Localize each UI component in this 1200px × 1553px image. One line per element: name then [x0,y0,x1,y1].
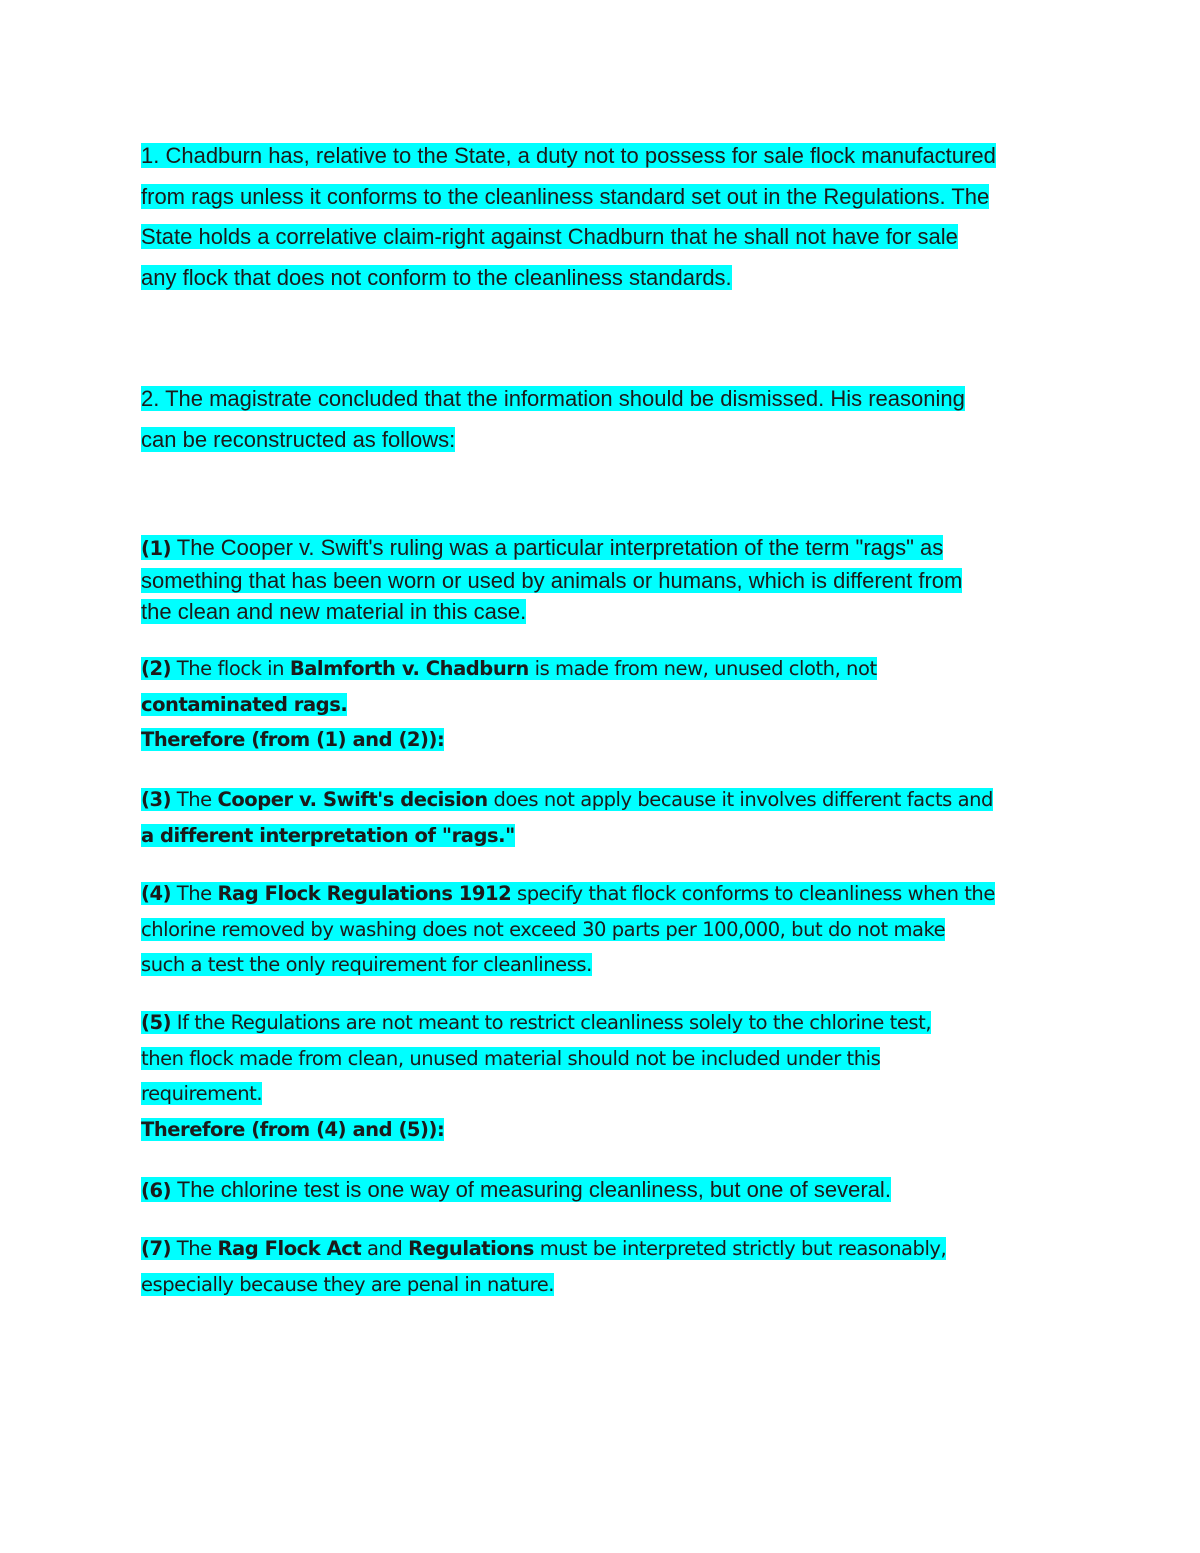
step-4-text-a: The [171,882,218,905]
step-5-number: (5) [141,1011,172,1034]
paragraph-1-line-4: any flock that does not conform to the cleanliness standards. [141,264,732,290]
step-7-regulations: Regulations [408,1237,534,1260]
therefore-2: Therefore (from (4) and (5)): [141,1117,445,1141]
step-2-number: (2) [141,657,172,680]
paragraph-2-line-2: can be reconstructed as follows: [141,426,456,452]
step-6-number: (6) [141,1179,172,1202]
step-2-text-a: The flock in [171,657,290,680]
paragraph-1-line-1: 1. Chadburn has, relative to the State, a duty not to possess for sale flock manufactured [141,143,996,168]
step-4-number-100: 100 [702,917,739,941]
therefore-1: Therefore (from (1) and (2)): [141,728,445,751]
paragraph-1-line-3: State holds a correlative claim-right against Chadburn that he shall not have for sale [141,224,958,249]
step-4-text-h: ,000, but do not make [738,917,946,941]
step-1 [141,532,1066,628]
step-1-line-1: The Cooper v. Swift's ruling was a particular interpretation of the term "rags" as [176,535,944,560]
paragraph-2-line-1: 2. The magistrate concluded that the information should be dismissed. His reasoning [141,386,965,411]
paragraph-1-line-2: from rags unless it conforms to the cleanliness standard set out in the Regulations. The [141,183,990,209]
step-5-line-3: requirement. [141,1082,263,1105]
step-3-number: (3) [141,788,172,811]
step-5 [141,1005,1066,1147]
step-4-number: (4) [141,882,172,905]
step-5-line-1: If the Regulations are not meant to restrict cleanliness solely to the chlorine test, [171,1011,932,1034]
step-3-text-a: The [171,788,218,811]
step-2 [141,651,1066,758]
step-3-line-2: a different interpretation of "rags." [141,823,515,847]
step-5-line-2: then flock made from clean, unused material should not be included under this [141,1046,881,1070]
step-2-line-2: contaminated rags. [141,692,348,716]
step-7-text-e: must be interpreted strictly but reasonably, [533,1237,947,1260]
step-3-case-name: Cooper v. Swift's decision [217,788,488,811]
paragraph-2 [141,379,1066,460]
step-7-text-c: and [361,1237,409,1260]
step-2-case-name: Balmforth v. Chadburn [289,657,529,680]
step-4-number-30: 30 [582,917,606,941]
step-4-regulation-name: Rag Flock Regulations 1912 [217,882,512,905]
step-7 [141,1231,1066,1302]
step-2-text-c: is made from new, unused cloth, not [528,657,877,680]
step-7-line-2: especially because they are penal in nature. [141,1272,554,1296]
step-4-text-f: parts per [606,917,703,941]
step-4-text-d: chlorine removed by washing does not exceed [141,917,583,941]
step-1-line-2: something that has been worn or used by animals or humans, which is different from [141,567,963,593]
step-7-act-name: Rag Flock Act [217,1237,362,1260]
step-4-line-3: such a test the only requirement for cleanliness. [141,953,592,976]
step-7-text-a: The [171,1237,218,1260]
step-1-line-3: the clean and new material in this case. [141,599,527,624]
step-3-text-c: does not apply because it involves different facts and [487,788,993,811]
step-6 [141,1174,1066,1207]
step-4-text-c: specify that flock conforms to cleanliness when the [511,882,995,905]
step-4 [141,876,1066,983]
step-6-text: The chlorine test is one way of measuring cleanliness, but one of several. [176,1177,891,1202]
step-7-number: (7) [141,1237,172,1260]
paragraph-1 [141,136,1066,298]
step-3 [141,782,1066,853]
step-1-number: (1) [141,537,172,560]
